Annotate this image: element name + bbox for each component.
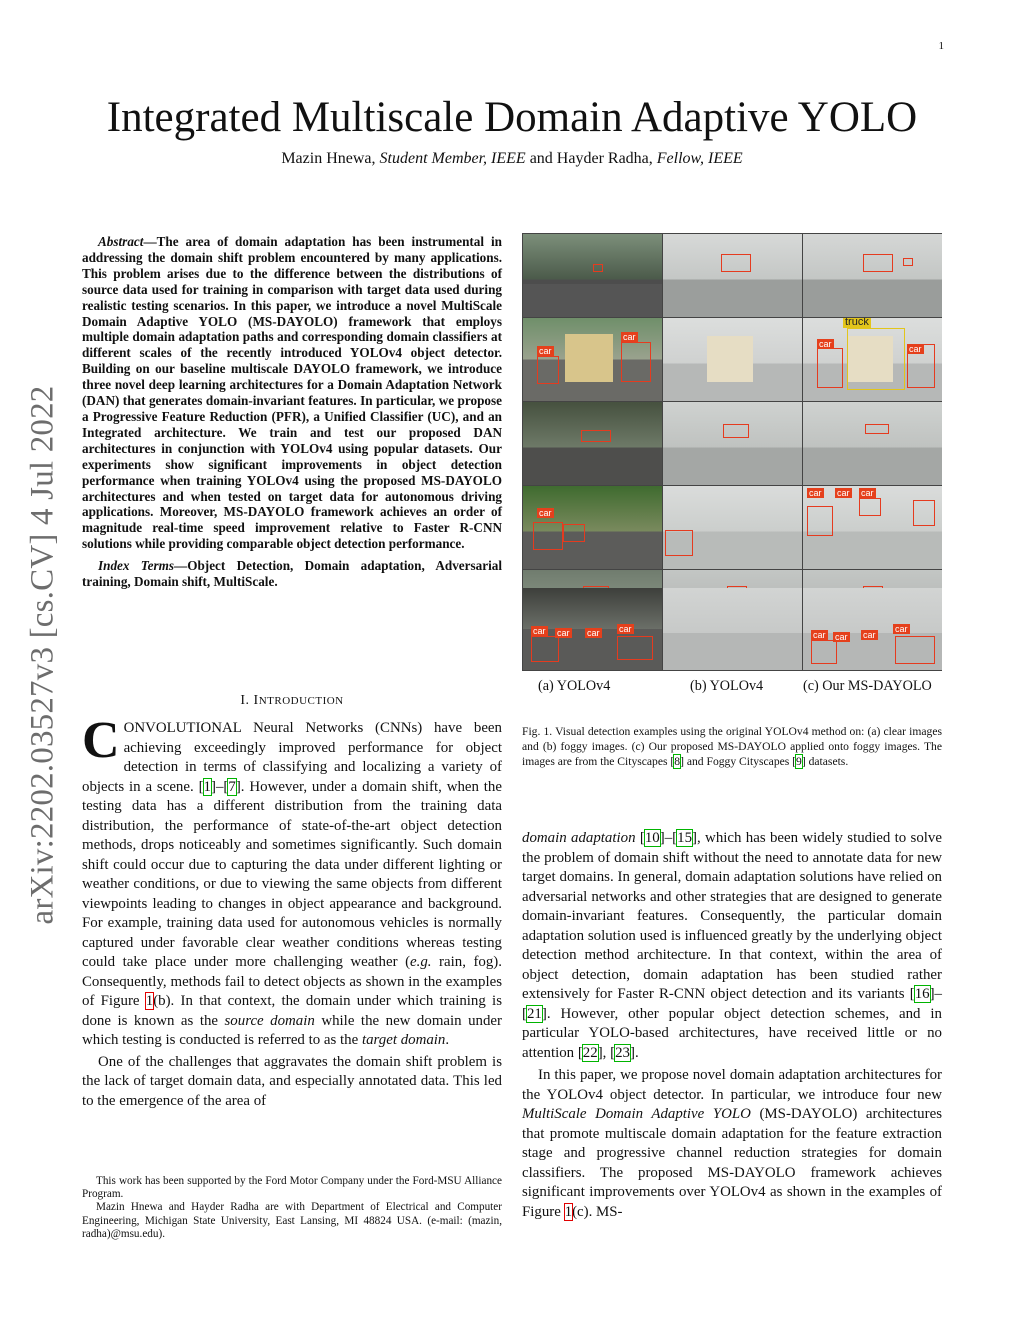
intro-text: while the new domain under which testing is conducted is referred to as the bbox=[82, 1012, 502, 1048]
abstract bbox=[82, 234, 502, 590]
citation-dash: – bbox=[664, 830, 673, 846]
intro-text: rain, fog). Consequently, methods fail to detect objects as shown in the examples of Figure bbox=[82, 954, 502, 1009]
detection-label: car bbox=[539, 346, 552, 356]
index-terms-lead: Index Terms bbox=[98, 558, 175, 574]
detection-image bbox=[803, 402, 942, 485]
detection-box bbox=[533, 522, 563, 550]
detection-image bbox=[523, 318, 662, 401]
detection-image bbox=[803, 588, 942, 670]
detection-image bbox=[663, 588, 802, 670]
intro-emphasis: target domain bbox=[361, 1032, 446, 1048]
intro-emphasis: e.g. bbox=[410, 954, 432, 970]
detection-image bbox=[803, 234, 942, 317]
author-2: and Hayder Radha, bbox=[525, 150, 657, 167]
detection-label: car bbox=[863, 630, 876, 640]
detection-label: car bbox=[895, 624, 908, 634]
detection-label: car bbox=[619, 624, 632, 634]
detection-image bbox=[663, 402, 802, 485]
body-text: (MS-DAYOLO) architectures that promote multiscale domain adaptation for the feature extraction stage and progressive channel reduction strategies for domain classifiers. The proposed MS-DAYOLO framework achieves significant improvements over YOLOv4 as shown in the examples of Figure bbox=[522, 1106, 942, 1220]
detection-label: car bbox=[819, 339, 832, 349]
index-terms-text: —Object Detection, Domain adaptation, Adversarial training, Domain shift, MultiScale. bbox=[82, 558, 502, 590]
body-text: (c). MS- bbox=[572, 1203, 623, 1220]
subcaption-a: (a) YOLOv4 bbox=[538, 678, 611, 694]
section-first-letter: I bbox=[253, 693, 259, 708]
author-1-role: Student Member, IEEE bbox=[379, 150, 526, 167]
detection-box bbox=[903, 258, 913, 266]
truck-shape bbox=[707, 336, 753, 382]
detection-label: car bbox=[533, 626, 546, 636]
detection-label: car bbox=[587, 628, 600, 638]
detection-box bbox=[863, 254, 893, 272]
detection-image bbox=[523, 486, 662, 569]
body-text: , bbox=[602, 1044, 611, 1061]
detection-image bbox=[523, 234, 662, 317]
citation-link[interactable]: 9 bbox=[796, 755, 802, 769]
detection-image bbox=[663, 234, 802, 317]
citation-link[interactable]: 8 bbox=[674, 755, 681, 769]
intro-emphasis: source domain bbox=[224, 1012, 315, 1029]
arxiv-stamp-text: arXiv:2202.03527v3 [cs.CV] 4 Jul 2022 bbox=[24, 385, 61, 925]
detection-box bbox=[865, 424, 889, 434]
right-paragraph-2 bbox=[522, 1066, 942, 1222]
figure-link[interactable]: 1 bbox=[145, 993, 154, 1009]
body-text: . bbox=[634, 1044, 639, 1061]
detection-image bbox=[663, 486, 802, 569]
detection-label: car bbox=[813, 630, 826, 640]
detection-box bbox=[531, 636, 559, 662]
intro-text: . bbox=[445, 1032, 450, 1048]
emphasis-text: domain adaptation bbox=[522, 830, 636, 846]
author-line bbox=[80, 150, 944, 168]
figure-link[interactable]: 1 bbox=[564, 1203, 573, 1220]
introduction-body bbox=[82, 712, 502, 1111]
citation-link[interactable]: 23 bbox=[615, 1044, 630, 1061]
index-terms bbox=[82, 558, 502, 590]
emphasis-text: MultiScale Domain Adaptive YOLO bbox=[522, 1106, 751, 1122]
intro-text: . However, under a domain shift, when the testing data has a different distribution from the training data distribution, the performance of state-of-the-art object detection methods, drops noticeably and sometimes significantly. Such domain shift could occur due to capturing the data under different lighting or weather conditions, or due to viewing the same objects from different viewpoints leading to changes in object appearance and background. For example, training data used for autonomous vehicles is normally captured under favorable clear weather conditions whereas testing could take place under more challenging weather ( bbox=[82, 778, 502, 970]
truck-shape bbox=[565, 334, 613, 382]
abstract-text: —The area of domain adaptation has been instrumental in addressing the domain shift problem encountered by many applications. This problem arises due to the difference between the distributions of source data used for training in comparison with target data used during realistic testing scenarios. In this paper, we introduce a novel MultiScale Domain Adaptive YOLO (MS-DAYOLO) framework that employs multiple domain adaptation paths and corresponding domain classifiers at different scales of the recently introduced YOLOv4 object detector. Building on our baseline multiscale DAYOLO framework, we introduce three novel deep learning architectures for a Domain Adaptation Network (DAN) that generates domain-invariant features. In particular, we propose a Progressive Feature Reduction (PFR), a Unified Classifier (UC), and an Integrated architecture. We train and test our proposed DAN architectures in conjunction with YOLOv4 using popular datasets. Our experiments show significant improvements in object detection performance when training YOLOv4 using the proposed MS-DAYOLO architectures and when tested on target data for autonomous driving applications. Moreover, MS-DAYOLO framework achieves an order of magnitude real-time speed improvement relative to Faster R-CNN solutions while providing comparable object detection performance. bbox=[82, 234, 502, 552]
detection-label: car bbox=[835, 632, 848, 642]
citation-link[interactable]: 7 bbox=[228, 778, 236, 795]
intro-text: (b). In that context, the domain under which training is done is known as the bbox=[82, 993, 502, 1029]
abstract-lead: Abstract bbox=[98, 234, 144, 249]
drop-cap: C bbox=[82, 712, 120, 769]
detection-box bbox=[859, 498, 881, 516]
right-paragraph-1: domain adaptation [10]–[15], which has been widely studied to solve the problem of domain shift without the need to annotate data for new target domains. In general, domain adaptation solutions have relied on adversarial networks and other strategies that are designed to generate domain-invariant features. Consequently, the particular domain adaptation solution used is influenced greatly by the underlying object detection method architecture. In that context, within the area of object detection, domain adaptation has been studied rather extensively for Faster R-CNN object detection and its variants [16]–[21]. However, other popular object detection schemes, and in particular YOLO-based architectures, have received little or no attention [22], [23]. bbox=[522, 830, 942, 1061]
footnote-funding: This work has been supported by the Ford Motor Company under the Ford-MSU Alliance Program. bbox=[82, 1175, 502, 1201]
footnote-affiliation: Mazin Hnewa and Hayder Radha are with Department of Electrical and Computer Engineering, Michigan State University, East Lansing, MI 48824 USA. (e-mail: (mazin, radha)@msu.edu). bbox=[82, 1201, 502, 1240]
intro-paragraph-2: One of the challenges that aggravates the domain shift problem is the lack of target domain data, and especially annotated data. This led to the emergence of the area of bbox=[82, 1053, 502, 1109]
detection-label: car bbox=[539, 508, 552, 518]
detection-box bbox=[537, 356, 559, 384]
detection-image bbox=[803, 318, 942, 401]
detection-label: car bbox=[837, 488, 850, 498]
citation-dash: – bbox=[215, 778, 224, 795]
caption-text: and Foggy Cityscapes bbox=[683, 755, 793, 769]
citation-link[interactable]: 21 bbox=[526, 1005, 542, 1022]
section-title-rest: NTRODUCTION bbox=[258, 695, 344, 707]
figure-1-image-grid bbox=[522, 233, 942, 671]
caption-text: datasets. bbox=[805, 755, 849, 769]
detection-box bbox=[895, 636, 935, 664]
detection-image bbox=[523, 588, 662, 670]
subcaption-c: (c) Our MS-DAYOLO bbox=[803, 678, 932, 694]
detection-image bbox=[523, 402, 662, 485]
author-2-role: Fellow, IEEE bbox=[656, 150, 743, 167]
detection-label: car bbox=[861, 488, 874, 498]
detection-box bbox=[581, 430, 611, 442]
detection-box bbox=[807, 506, 833, 536]
citation-link[interactable]: 1 bbox=[203, 778, 211, 795]
detection-box bbox=[817, 348, 843, 388]
body-text bbox=[636, 830, 640, 846]
citation-dash: – bbox=[934, 986, 942, 1002]
right-column-body bbox=[522, 829, 942, 1222]
detection-image bbox=[803, 486, 942, 569]
body-text: . However, other popular object detection schemes, and in particular YOLO-based architectures, have received little or no attention bbox=[522, 1005, 942, 1061]
detection-box bbox=[723, 424, 749, 438]
detection-box bbox=[811, 640, 837, 664]
citation-link[interactable]: 10 bbox=[644, 830, 660, 846]
citation-link[interactable]: 22 bbox=[582, 1044, 598, 1061]
section-numeral: I. bbox=[240, 693, 254, 708]
author-1: Mazin Hnewa, bbox=[281, 150, 380, 167]
paper-title: Integrated Multiscale Domain Adaptive YOLO bbox=[106, 94, 918, 141]
footnote bbox=[82, 1175, 502, 1241]
intro-paragraph-1: CONVOLUTIONAL Neural Networks (CNNs) have been achieving exceedingly improved performance for object detection in terms of classifying and localizing a variety of objects in a scene. [1]–[7]. However, under a domain shift, when the testing data has a different distribution from the training data distribution, the performance of state-of-the-art object detection methods, drops noticeably and sometimes significantly. Such domain shift could occur due to capturing the data under different lighting or weather conditions, or due to viewing the same objects from different viewpoints leading to changes in object appearance and background. For example, training data used for autonomous vehicles is normally captured under favorable clear weather conditions whereas testing could take place under more challenging weather (e.g. rain, fog). Consequently, methods fail to detect objects as shown in the examples of Figure 1(b). In that context, the domain under which training is done is known as the source domain while the new domain under which testing is conducted is referred to as the target domain. bbox=[82, 712, 502, 1048]
page-number: 1 bbox=[938, 40, 944, 52]
detection-box bbox=[665, 530, 693, 556]
body-text: In this paper, we propose novel domain adaptation architectures for the YOLOv4 object detector. In particular, we introduce four new bbox=[522, 1067, 942, 1103]
detection-label: car bbox=[809, 488, 822, 498]
detection-box bbox=[593, 264, 603, 272]
detection-box bbox=[617, 636, 653, 660]
detection-box bbox=[847, 328, 905, 390]
caption-text: Fig. 1. Visual detection examples using the original YOLOv4 method on: (a) clear images and (b) foggy images. (c) Our proposed MS-DAYOLO applied onto foggy images. The images are from the Cityscapes bbox=[522, 725, 942, 769]
body-text: , which has been widely studied to solve the problem of domain shift without the need to annotate data for new target domains. In general, domain adaptation solutions have relied on adversarial networks and other strategies that are designed to generate domain-invariant features. Consequently, the particular domain adaptation solution used is influenced greatly by the underlying object detection method architecture. In that context, within the area of object detection, domain adaptation has been studied rather extensively for Faster R-CNN object detection and its variants bbox=[522, 830, 942, 1002]
citation-link[interactable]: 15 bbox=[677, 830, 693, 846]
section-heading-introduction bbox=[82, 693, 502, 709]
detection-box bbox=[721, 254, 751, 272]
detection-box bbox=[621, 342, 651, 382]
intro-text: ONVOLUTIONAL Neural Networks (CNNs) have been achieving exceedingly improved performance for object detection in terms of classifying and localizing a variety of objects in a scene. bbox=[82, 720, 502, 795]
figure-1-caption: Fig. 1. Visual detection examples using the original YOLOv4 method on: (a) clear images and (b) foggy images. (c) Our proposed MS-DAYOLO applied onto foggy images. The images are from the Cityscapes [8] and Foggy Cityscapes [9] datasets. bbox=[522, 725, 942, 769]
detection-image bbox=[663, 318, 802, 401]
detection-label: car bbox=[623, 332, 636, 342]
subcaption-b: (b) YOLOv4 bbox=[690, 678, 764, 694]
abstract-paragraph bbox=[82, 234, 502, 552]
detection-box bbox=[563, 524, 585, 542]
detection-label: car bbox=[557, 628, 570, 638]
arxiv-stamp bbox=[8, 375, 78, 935]
detection-label: truck bbox=[845, 318, 869, 328]
detection-label: car bbox=[909, 344, 922, 354]
detection-box bbox=[913, 500, 935, 526]
citation-link[interactable]: 16 bbox=[914, 986, 930, 1002]
